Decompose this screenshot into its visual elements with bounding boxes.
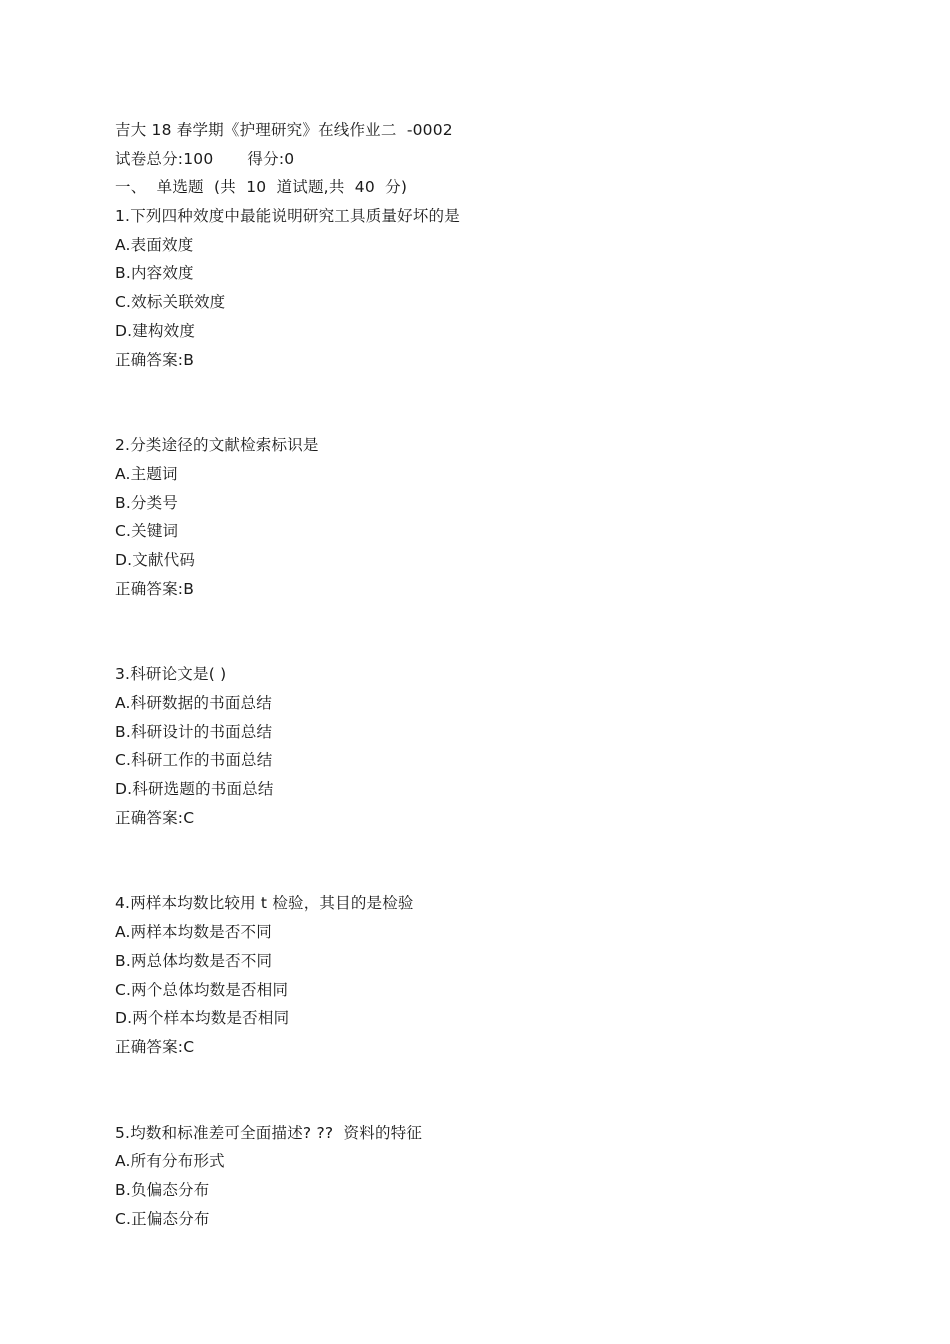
- option-c: C.科研工作的书面总结: [115, 751, 273, 770]
- option-d: D.建构效度: [115, 321, 196, 340]
- document-page: [115, 116, 875, 1233]
- obtained-score: 得分:0: [247, 149, 295, 168]
- option-b: B.负偏态分布: [115, 1180, 210, 1199]
- option-a: A.两样本均数是否不同: [115, 923, 272, 942]
- option-b: B.两总体均数是否不同: [115, 951, 273, 970]
- exam-header: [115, 116, 875, 202]
- option-a: A.主题词: [115, 464, 178, 483]
- option-d: D.两个样本均数是否相同: [115, 1009, 290, 1028]
- question-2: [115, 431, 875, 603]
- option-a: A.所有分布形式: [115, 1152, 225, 1171]
- question-stem: 4.两样本均数比较用 t 检验，其目的是检验: [115, 894, 414, 913]
- correct-answer: 正确答案:B: [115, 350, 195, 369]
- option-b: B.内容效度: [115, 264, 194, 283]
- option-d: D.科研选题的书面总结: [115, 780, 274, 799]
- option-b: B.科研设计的书面总结: [115, 722, 273, 741]
- exam-title: 吉大 18 春学期《护理研究》在线作业二 -0002: [115, 121, 453, 139]
- correct-answer: 正确答案:C: [115, 808, 195, 827]
- option-d: D.文献代码: [115, 550, 196, 569]
- option-c: C.正偏态分布: [115, 1209, 210, 1228]
- correct-answer: 正确答案:C: [115, 1037, 195, 1056]
- score-line: [115, 145, 875, 174]
- correct-answer: 正确答案:B: [115, 579, 195, 598]
- question-stem: 1.下列四种效度中最能说明研究工具质量好坏的是: [115, 207, 460, 226]
- total-score: 试卷总分:100: [115, 149, 214, 168]
- option-a: A.科研数据的书面总结: [115, 694, 272, 712]
- section-heading: 一、 单选题 (共 10 道试题,共 40 分): [115, 178, 408, 197]
- option-a: A.表面效度: [115, 235, 194, 254]
- question-3: [115, 660, 875, 832]
- question-stem: 5.均数和标准差可全面描述? ?? 资料的特征: [115, 1123, 423, 1142]
- question-stem: 3.科研论文是( ): [115, 665, 227, 684]
- option-c: C.效标关联效度: [115, 293, 226, 312]
- question-stem: 2.分类途径的文献检索标识是: [115, 436, 319, 455]
- option-c: C.两个总体均数是否相同: [115, 980, 289, 999]
- option-c: C.关键词: [115, 522, 179, 541]
- question-5: [115, 1119, 875, 1234]
- question-4: [115, 889, 875, 1061]
- option-b: B.分类号: [115, 493, 179, 512]
- question-1: [115, 202, 875, 374]
